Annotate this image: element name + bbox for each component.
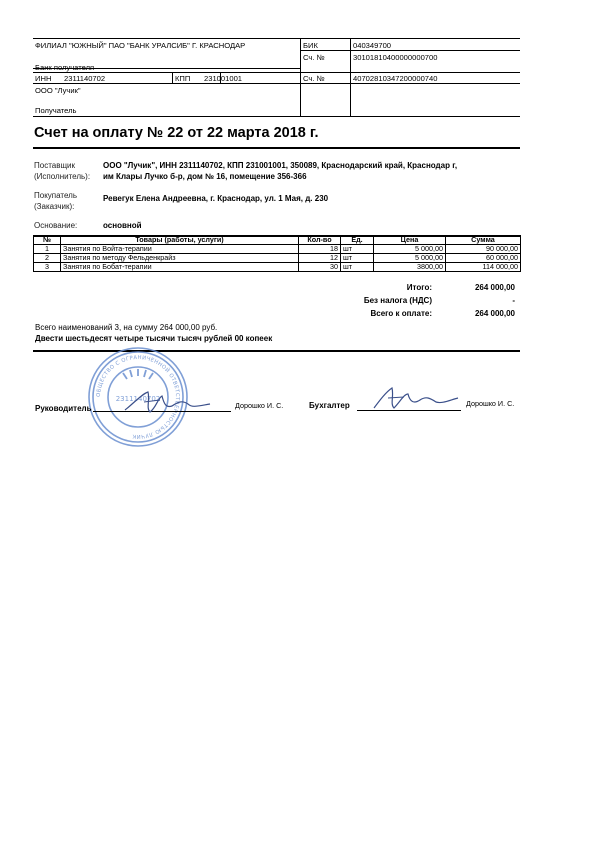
basis-value: основной [103,221,142,230]
supplier-line: ООО "Лучик", ИНН 2311140702, КПП 231001001, 350089, Краснодарский край, Краснодар г, [103,161,458,170]
stamp-ring-text: ОБЩЕСТВО С ОГРАНИЧЕННОЙ ОТВЕТСТВЕ НОСТЬЮ ЛУЧИК [95,354,181,440]
table-top-border [33,235,520,237]
items-table [33,235,521,272]
bank-divider [33,72,520,73]
invoice-title: Счет на оплату № 22 от 22 марта 2018 г. [34,125,319,141]
inn-label: ИНН [35,74,52,83]
row-goods: Занятия по Бобат-терапии [61,263,299,272]
row-unit: шт [341,263,374,272]
col-header-goods: Товары (работы, услуги) [61,236,299,245]
row-unit: шт [341,245,374,254]
row-number: 1 [34,245,61,254]
buyer-label [34,190,77,212]
supplier-label-line: (Исполнитель): [34,172,91,181]
row-sum: 114 000,00 [446,263,521,272]
buyer-label-line: Покупатель [34,191,77,200]
director-name: Дорошко И. С. [235,401,284,410]
bik-value: 040349700 [353,41,392,50]
supplier-line: им Клары Лучко б-р, дом № 16, помещение 356-366 [103,172,307,181]
total-value: 264 000,00 [474,283,515,292]
bank-divider [300,50,520,51]
table-row [34,245,521,254]
director-label: Руководитель [35,404,92,413]
col-header-quantity: Кол-во [299,236,341,245]
bank-divider [172,72,173,83]
amount-in-words: Двести шестьдесят четыре тысячи тысяч рублей 00 копеек [35,334,273,343]
bank-divider [300,83,520,84]
supplier-label [34,160,90,182]
total-label: Итого: [406,283,432,292]
row-sum: 90 000,00 [446,245,521,254]
row-price: 5 000,00 [374,254,446,263]
table-row [34,263,521,272]
accountant-label: Бухгалтер [309,401,350,410]
accountant-signature [370,384,460,414]
col-header-number: № [34,236,61,245]
bank-details-table [33,38,520,117]
account-label: Сч. № [303,74,325,83]
inn-value: 2311140702 [64,74,106,83]
col-header-price: Цена [374,236,446,245]
corr-account-value: 30101810400000000700 [353,53,438,62]
row-price: 5 000,00 [374,245,446,254]
items-count-summary: Всего наименований 3, на сумму 264 000,00 руб. [35,323,218,332]
row-goods: Занятия по Войта-терапии [61,245,299,254]
row-number: 3 [34,263,61,272]
account-value: 40702810347200000740 [353,74,438,83]
row-quantity: 12 [299,254,341,263]
due-label: Всего к оплате: [370,309,432,318]
basis-label: Основание: [34,221,78,230]
kpp-label: КПП [175,74,191,83]
recipient-label: Получатель [35,106,77,115]
director-signature [120,388,215,418]
row-number: 2 [34,254,61,263]
row-quantity: 30 [299,263,341,272]
corr-account-label: Сч. № [303,53,325,62]
row-price: 3800,00 [374,263,446,272]
vat-label: Без налога (НДС) [363,296,432,305]
due-value: 264 000,00 [474,309,515,318]
row-goods: Занятия по методу Фельденкрайз [61,254,299,263]
accountant-name: Дорошко И. С. [466,399,515,408]
table-row [34,254,521,263]
col-header-sum: Сумма [446,236,521,245]
buyer-details: Ревегук Елена Андреевна, г. Краснодар, ул. 1 Мая, д. 230 [103,194,329,203]
table-header-row [34,236,521,245]
recipient-bank-label: Банк получателя [35,63,95,72]
row-unit: шт [341,254,374,263]
kpp-value: 231001001 [204,74,243,83]
bank-name: ФИЛИАЛ "ЮЖНЫЙ" ПАО "БАНК УРАЛСИБ" Г. КРАСНОДАР [35,41,246,50]
row-quantity: 18 [299,245,341,254]
supplier-details [103,160,457,182]
bank-divider [33,83,300,84]
title-underline [33,147,520,149]
recipient-name: ООО "Лучик" [35,86,81,95]
buyer-label-line: (Заказчик): [34,202,75,211]
stamp-center-digits: 2311140702 [115,395,161,403]
vat-value: - [512,296,515,305]
row-sum: 60 000,00 [446,254,521,263]
supplier-label-line: Поставщик [34,161,76,170]
bik-label: БИК [303,41,318,50]
col-header-unit: Ед. [341,236,374,245]
